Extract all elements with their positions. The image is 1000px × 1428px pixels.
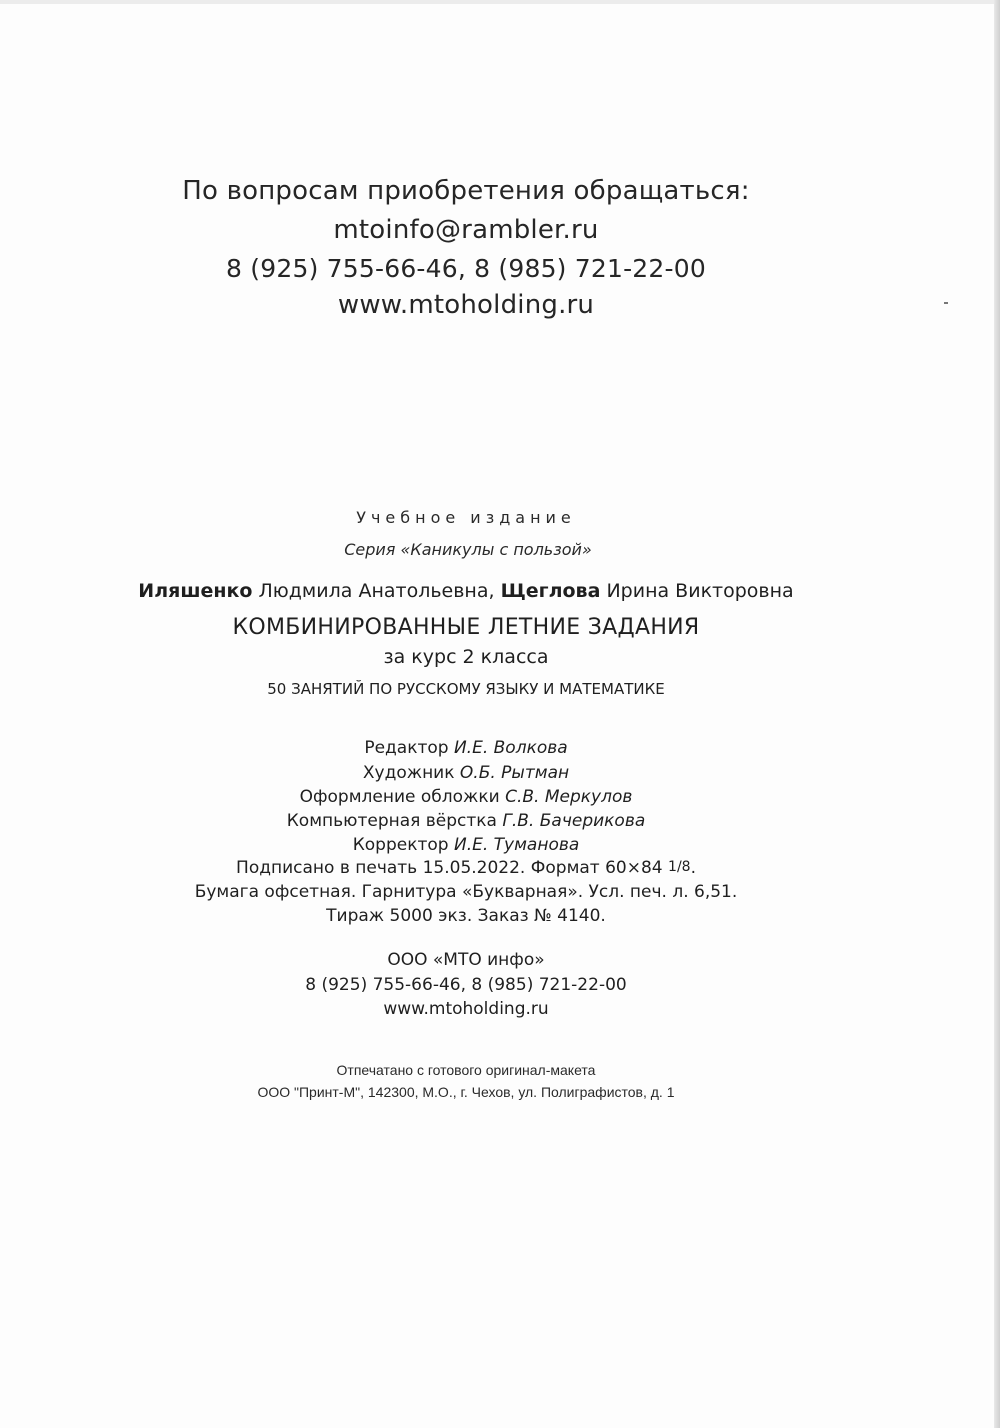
edition-type: Учебное издание <box>356 508 576 527</box>
credit-layout <box>0 811 966 831</box>
layout-name: Г.В. Бачерикова <box>502 811 646 831</box>
publisher-name: ООО «МТО инфо» <box>387 950 545 970</box>
editor-name: И.Е. Волкова <box>453 738 568 758</box>
layout-role: Компьютерная вёрстка <box>286 811 497 831</box>
artist-role: Художник <box>362 763 455 783</box>
series-name: Серия «Каникулы с пользой» <box>344 540 592 559</box>
contact-website: www.mtoholding.ru <box>337 290 595 320</box>
printer-line-1: Отпечатано с готового оригинал-макета <box>336 1062 596 1078</box>
author2-surname: Щеглова <box>500 580 601 602</box>
format-fraction: 1/8 <box>668 859 691 875</box>
editor-role: Редактор <box>364 738 449 758</box>
credit-proofreader <box>0 835 966 855</box>
contact-email: mtoinfo@rambler.ru <box>333 215 599 245</box>
signed-to-print: Подписано в печать 15.05.2022. Формат 60×84 1/8. <box>236 858 696 878</box>
artist-name: О.Б. Рытман <box>459 763 570 783</box>
paper-info: Бумага офсетная. Гарнитура «Букварная». Усл. печ. л. 6,51. <box>194 882 738 902</box>
credit-artist <box>0 763 966 783</box>
print-run: Тираж 5000 экз. Заказ № 4140. <box>326 906 606 926</box>
author1-surname: Иляшенко <box>138 580 253 602</box>
credit-cover <box>0 787 966 807</box>
proof-role: Корректор <box>352 835 449 855</box>
page-right-edge <box>994 0 1000 1428</box>
cover-role: Оформление обложки <box>299 787 500 807</box>
publisher-phones: 8 (925) 755-66-46, 8 (985) 721-22-00 <box>305 975 627 995</box>
proof-name: И.Е. Туманова <box>453 835 580 855</box>
authors-line <box>0 580 966 602</box>
cover-name: С.В. Меркулов <box>505 787 633 807</box>
book-title: КОМБИНИРОВАННЫЕ ЛЕТНИЕ ЗАДАНИЯ <box>232 615 700 640</box>
book-subject: 50 ЗАНЯТИЙ ПО РУССКОМУ ЯЗЫКУ И МАТЕМАТИКЕ <box>267 680 665 698</box>
credit-editor <box>0 738 966 758</box>
contact-phones: 8 (925) 755-66-46, 8 (985) 721-22-00 <box>226 254 706 283</box>
author2-names: Ирина Викторовна <box>606 580 794 602</box>
signed-text: Подписано в печать 15.05.2022. Формат 60×84 <box>236 858 663 878</box>
author1-names: Людмила Анатольевна, <box>258 580 495 602</box>
publisher-website: www.mtoholding.ru <box>383 999 549 1019</box>
printer-line-2: ООО "Принт-М", 142300, М.О., г. Чехов, ул. Полиграфистов, д. 1 <box>257 1084 675 1100</box>
book-subtitle: за курс 2 класса <box>383 646 549 668</box>
page-top-edge <box>0 0 1000 4</box>
contact-heading: По вопросам приобретения обращаться: <box>182 176 750 206</box>
